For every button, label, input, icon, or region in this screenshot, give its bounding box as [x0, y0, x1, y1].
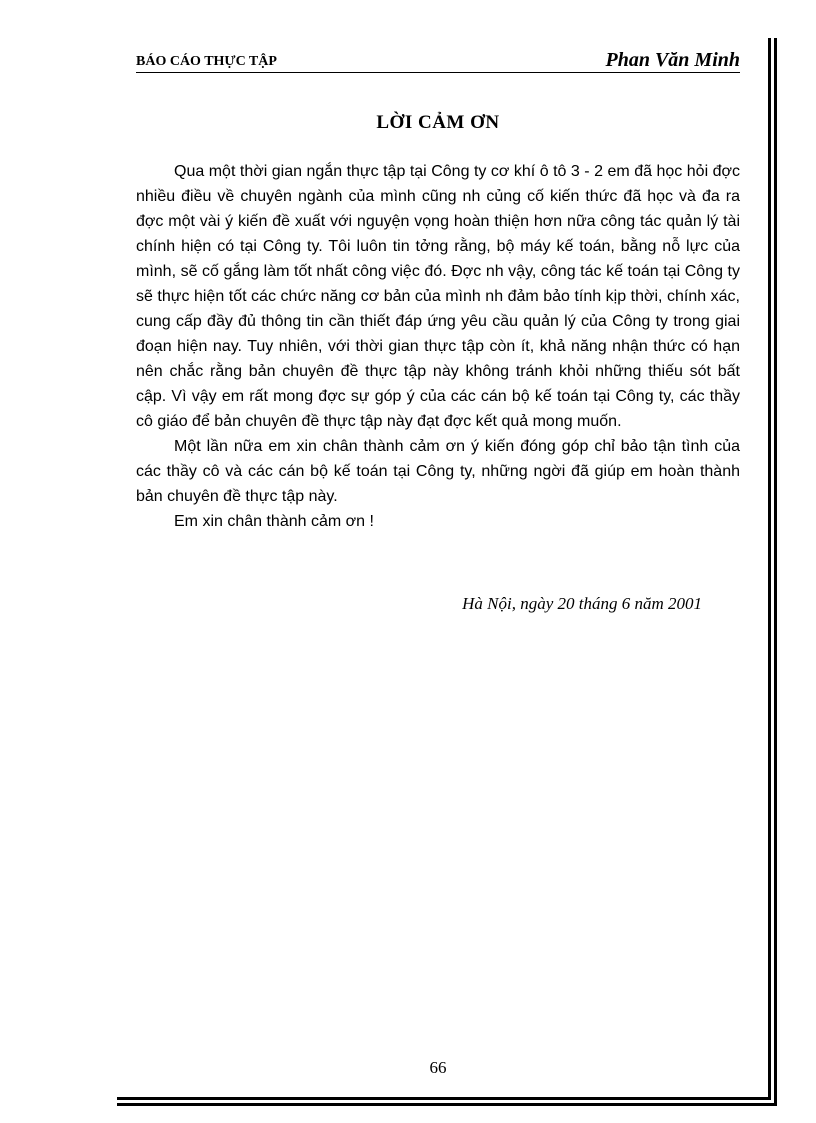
body-text [136, 159, 740, 534]
date-signoff: Hà Nội, ngày 20 tháng 6 năm 2001 [462, 594, 702, 613]
report-label: BÁO CÁO THỰC TẬP [136, 54, 277, 69]
author-name: Phan Văn Minh [605, 49, 740, 71]
paragraph-2: Một lần nữa em xin chân thành cảm ơn ý kiến đóng góp chỉ bảo tận tình của các thầy cô và các cán bộ kế toán tại Công ty, những ngời đã giúp em hoàn thành bản chuyên đề thực tập này. [136, 438, 740, 505]
page-number: 66 [429, 1058, 447, 1077]
paragraph-1: Qua một thời gian ngắn thực tập tại Công ty cơ khí ô tô 3 - 2 em đã học hỏi đợc nhiều điều về chuyên ngành của mình cũng nh củng cố kiến thức đã học và đa ra đợc một vài ý kiến đề xuất với nguyện vọng hoàn thiện hơn nữa công tác quản lý tài chính hiện có tại Công ty. Tôi luôn tin tởng rằng, bộ máy kế toán, bằng nỗ lực của mình, sẽ cố gắng làm tốt nhất công việc đó. Đợc nh vậy, công tác kế toán tại Công ty sẽ thực hiện tốt các chức năng cơ bản của mình nh đảm bảo tính kịp thời, chính xác, cung cấp đầy đủ thông tin cần thiết đáp ứng yêu cầu quản lý của Công ty trong giai đoạn hiện nay. Tuy nhiên, với thời gian thực tập còn ít, khả năng nhận thức có hạn nên chắc rằng bản chuyên đề thực tập này không tránh khỏi những thiếu sót bất cập. Vì vậy em rất mong đợc sự góp ý của các cán bộ kế toán tại Công ty, các thầy cô giáo để bản chuyên đề thực tập này đạt đợc kết quả mong muốn. [136, 163, 740, 430]
page-title: LỜI CẢM ƠN [376, 112, 500, 133]
paragraph-3: Em xin chân thành cảm ơn ! [174, 513, 374, 530]
page-header [136, 50, 740, 73]
